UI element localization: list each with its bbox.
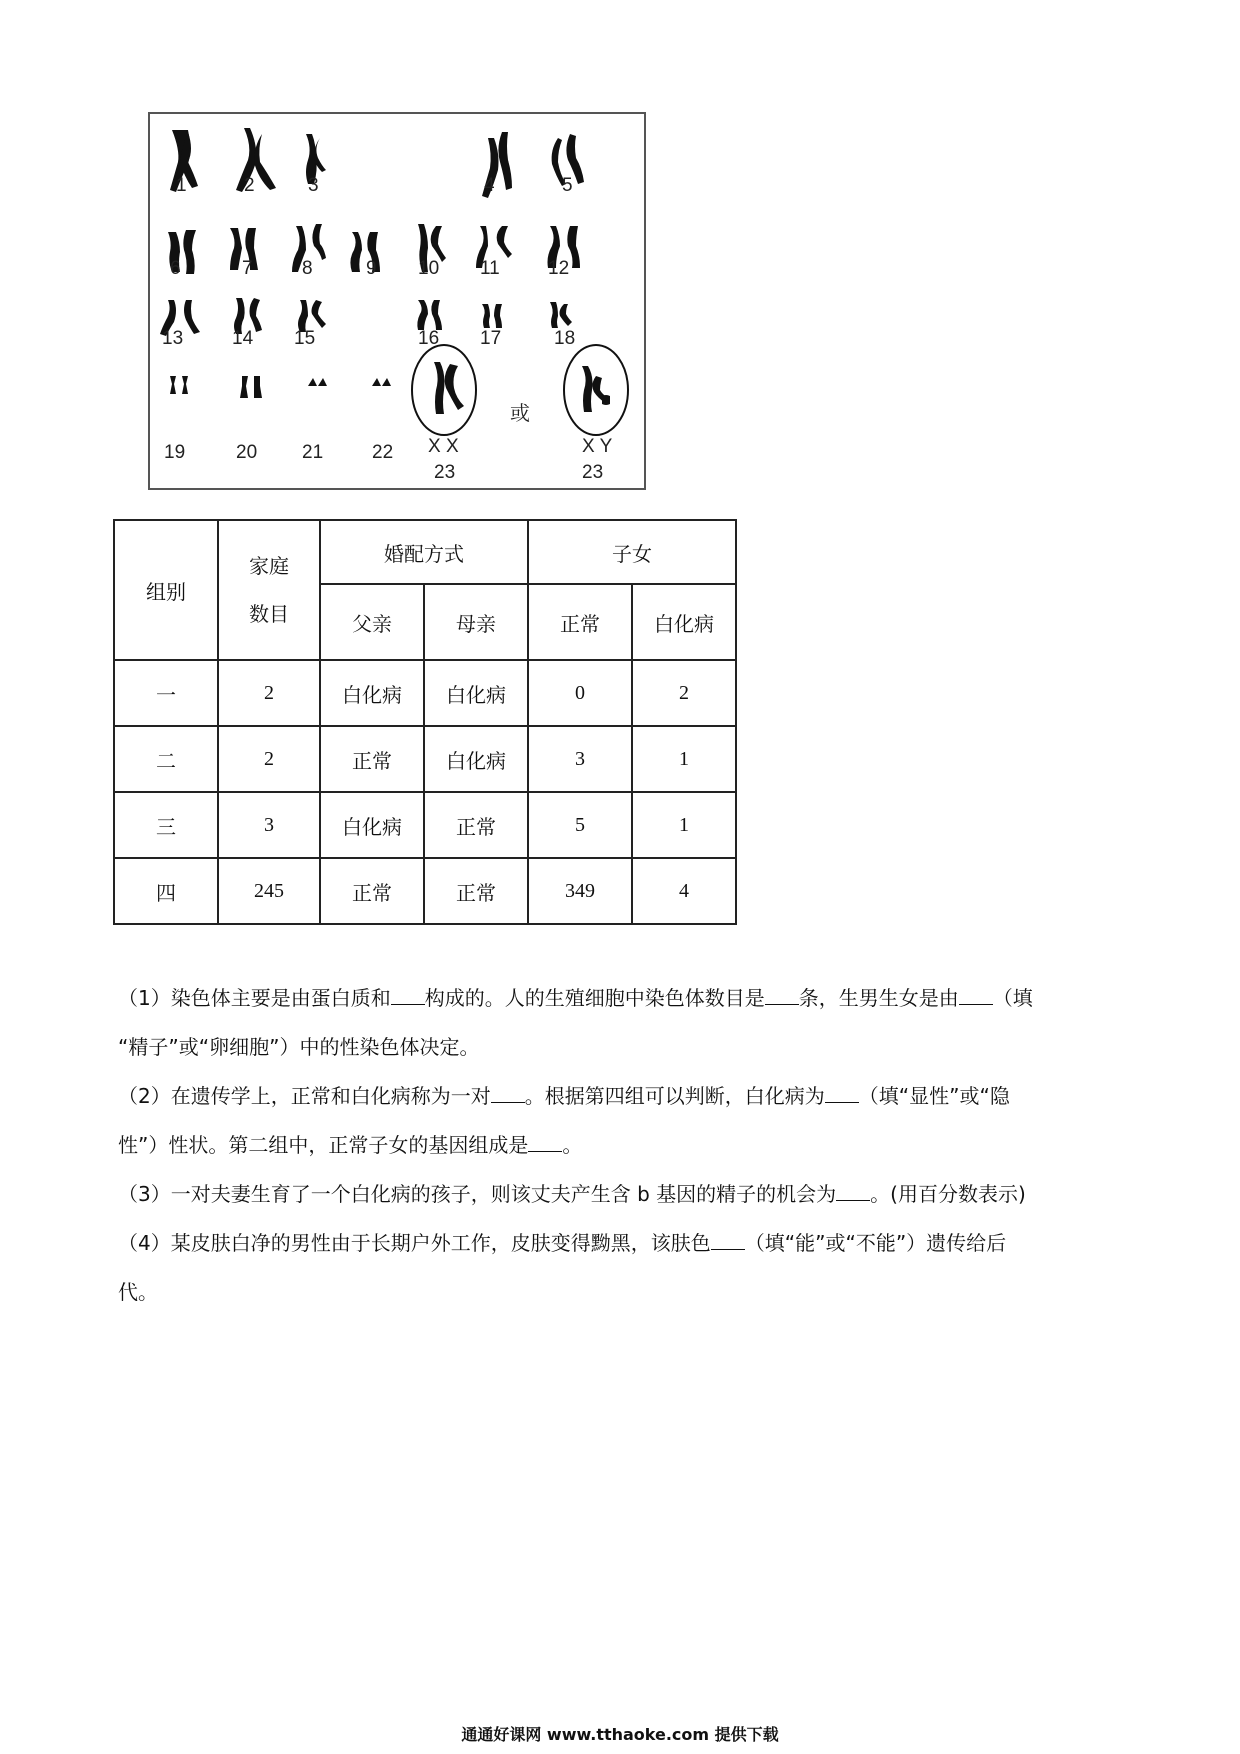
chromosome-16 (417, 300, 442, 330)
cell-father: 正常 (320, 858, 424, 924)
answer-blank[interactable] (765, 986, 799, 1005)
header-marriage: 婚配方式 (320, 520, 528, 584)
label-16: 16 (418, 328, 440, 349)
cell-father: 正常 (320, 726, 424, 792)
label-1: 1 (176, 175, 187, 196)
header-families (218, 520, 320, 660)
q2-part-b: 。根据第四组可以判断，白化病为 (524, 1084, 825, 1108)
cell-mother: 正常 (424, 858, 528, 924)
label-12: 12 (548, 258, 570, 279)
chromosome-xy (582, 366, 610, 412)
or-label: 或 (510, 401, 530, 425)
cell-group: 二 (114, 726, 218, 792)
footer-watermark: 通通好课网 www.tthaoke.com 提供下载 (461, 1725, 779, 1744)
answer-blank[interactable] (528, 1133, 562, 1152)
q3-part-b: 。(用百分数表示) (870, 1182, 1026, 1206)
label-14: 14 (232, 328, 254, 349)
chromosome-22 (372, 378, 391, 386)
q3-part-a: （3）一对夫妻生育了一个白化病的孩子，则该丈夫产生含 b 基因的精子的机会为 (118, 1182, 837, 1206)
label-2: 2 (244, 175, 255, 196)
questions (118, 974, 1128, 1317)
label-22: 22 (372, 442, 394, 463)
chromosome-20 (240, 376, 262, 398)
label-3: 3 (308, 175, 319, 196)
answer-blank[interactable] (836, 1182, 870, 1201)
table-row (114, 726, 736, 792)
header-group: 组别 (114, 520, 218, 660)
question-2 (118, 1072, 1128, 1170)
header-mother: 母亲 (424, 584, 528, 660)
cell-mother: 正常 (424, 792, 528, 858)
cell-group: 三 (114, 792, 218, 858)
karyotype-diagram (150, 114, 644, 488)
chromosome-18 (550, 302, 572, 328)
cell-normal: 3 (528, 726, 632, 792)
label-20: 20 (236, 442, 258, 463)
q4-part-c: 代。 (118, 1280, 158, 1304)
header-families-line1: 家庭 (249, 554, 289, 578)
q1-part-b: 构成的。人的生殖细胞中染色体数目是 (424, 986, 765, 1010)
label-10: 10 (418, 258, 440, 279)
q4-part-a: （4）某皮肤白净的男性由于长期户外工作，皮肤变得黝黑，该肤色 (118, 1231, 711, 1255)
label-21: 21 (302, 442, 324, 463)
chromosome-19 (170, 376, 188, 394)
label-8: 8 (302, 258, 313, 279)
chromosome-17 (482, 304, 502, 328)
answer-blank[interactable] (391, 986, 425, 1005)
q1-part-e: “精子”或“卵细胞”）中的性染色体决定。 (118, 1035, 480, 1059)
q1-part-d: （填 (992, 986, 1033, 1010)
table-row (114, 792, 736, 858)
chromosome-xx (434, 362, 464, 414)
cell-families: 2 (218, 726, 320, 792)
table-header-row (114, 520, 736, 584)
cell-group: 四 (114, 858, 218, 924)
cell-group: 一 (114, 660, 218, 726)
q2-part-a: （2）在遗传学上，正常和白化病称为一对 (118, 1084, 491, 1108)
q1-part-c: 条，生男生女是由 (798, 986, 959, 1010)
label-17: 17 (480, 328, 502, 349)
question-1 (118, 974, 1128, 1072)
table-row (114, 858, 736, 924)
karyotype-figure (148, 112, 646, 490)
chromosome-2 (236, 128, 276, 192)
q4-part-b: （填“能”或“不能”）遗传给后 (744, 1231, 1007, 1255)
cell-normal: 349 (528, 858, 632, 924)
cell-father: 白化病 (320, 660, 424, 726)
cell-families: 245 (218, 858, 320, 924)
q2-part-c: （填“显性”或“隐 (858, 1084, 1010, 1108)
cell-mother: 白化病 (424, 660, 528, 726)
table-row (114, 660, 736, 726)
cell-albinism: 1 (632, 792, 736, 858)
data-table (113, 519, 737, 925)
header-albinism: 白化病 (632, 584, 736, 660)
answer-blank[interactable] (491, 1084, 525, 1103)
label-23-male: 23 (582, 462, 604, 483)
header-normal: 正常 (528, 584, 632, 660)
label-5: 5 (562, 175, 573, 196)
label-19: 19 (164, 442, 186, 463)
label-15: 15 (294, 328, 316, 349)
label-11: 11 (480, 258, 500, 279)
cell-albinism: 1 (632, 726, 736, 792)
label-6: 6 (170, 258, 181, 279)
label-xx: X X (428, 436, 459, 457)
q2-part-d: 性”）性状。第二组中，正常子女的基因组成是 (118, 1133, 529, 1157)
label-13: 13 (162, 328, 184, 349)
cell-albinism: 2 (632, 660, 736, 726)
cell-families: 2 (218, 660, 320, 726)
header-families-line2: 数目 (249, 602, 289, 626)
q2-part-e: 。 (562, 1133, 583, 1157)
label-9: 9 (366, 258, 377, 279)
cell-normal: 0 (528, 660, 632, 726)
answer-blank[interactable] (959, 986, 993, 1005)
header-father: 父亲 (320, 584, 424, 660)
cell-normal: 5 (528, 792, 632, 858)
label-7: 7 (242, 258, 253, 279)
chromosome-21 (308, 378, 327, 386)
cell-families: 3 (218, 792, 320, 858)
cell-father: 白化病 (320, 792, 424, 858)
cell-mother: 白化病 (424, 726, 528, 792)
label-xy: X Y (582, 436, 613, 457)
cell-albinism: 4 (632, 858, 736, 924)
answer-blank[interactable] (825, 1084, 859, 1103)
label-18: 18 (554, 328, 576, 349)
answer-blank[interactable] (711, 1231, 745, 1250)
label-23-female: 23 (434, 462, 456, 483)
question-3 (118, 1170, 1128, 1219)
label-4: 4 (484, 175, 495, 196)
header-children: 子女 (528, 520, 736, 584)
question-4 (118, 1219, 1128, 1317)
q1-part-a: （1）染色体主要是由蛋白质和 (118, 986, 391, 1010)
